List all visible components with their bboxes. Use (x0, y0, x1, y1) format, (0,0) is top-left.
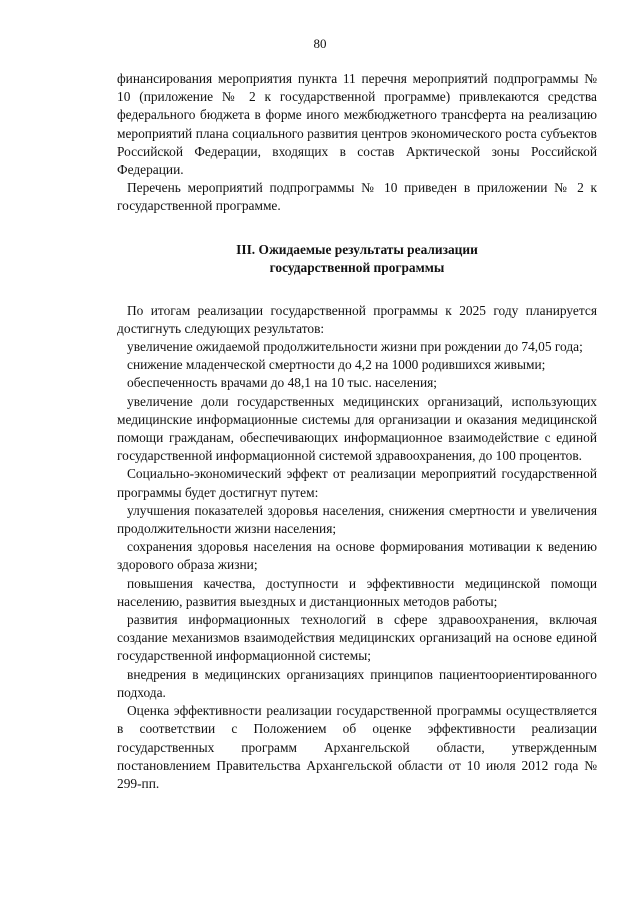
paragraph-it-development: развития информационных технологий в сфере здравоохранения, включая создание механизмов взаимодействия медицинских организаций на основе единой государственной информационной системы; (117, 612, 597, 664)
document-body (117, 70, 597, 793)
paragraph-activities-list: Перечень мероприятий подпрограммы № 10 приведен в приложении № 2 к государственной программе. (117, 180, 597, 214)
paragraph-efficiency-evaluation: Оценка эффективности реализации государственной программы осуществляется в соответствии с Положением об оценке эффективности реализации государственных программ Архангельской области, утвержденным постановлением Правительства Архангельской области от 10 июля 2012 года № 299-пп. (117, 703, 597, 791)
page-number: 80 (313, 36, 327, 51)
section-heading (117, 241, 597, 278)
paragraph-patient-oriented: внедрения в медицинских организациях принципов пациентоориентированного подхода. (117, 666, 597, 700)
section-heading-line1: III. Ожидаемые результаты реализации (236, 241, 478, 257)
paragraph-infant-mortality: снижение младенческой смертности до 4,2 на 1000 родившихся живыми; (127, 357, 546, 373)
paragraph-socioeconomic-effect: Социально-экономический эффект от реализации мероприятий государственной программы будет достигнут путем: (117, 466, 597, 500)
paragraph-funding: финансирования мероприятия пункта 11 перечня мероприятий подпрограммы № 10 (приложение № 2 к государственной программе) привлекаются средства федерального бюджета в форме иного межбюджетного трансферта на реализацию мероприятий плана социального развития центров экономического роста субъектов Российской Федерации, входящих в состав Арктической зоны Российской Федерации. (117, 71, 597, 178)
paragraph-information-systems: увеличение доли государственных медицинских организаций, использующих медицинские информационные системы для организации и оказания медицинской помощи гражданам, обеспечивающих информационное взаимодействие с единой государственной информационной системой здравоохранения, до 100 процентов. (117, 393, 597, 464)
paragraph-health-indicators: улучшения показателей здоровья населения, снижения смертности и увеличения продолжительности жизни населения; (117, 502, 597, 537)
paragraph-life-expectancy: увеличение ожидаемой продолжительности жизни при рождении до 74,05 года; (127, 339, 583, 355)
paragraph-care-quality: повышения качества, доступности и эффективности медицинской помощи населению, развития выездных и дистанционных методов работы; (117, 575, 597, 609)
paragraph-results-intro: По итогам реализации государственной программы к 2025 году планируется достигнуть следующих результатов: (117, 302, 597, 336)
section-heading-line2: государственной программы (269, 260, 445, 276)
paragraph-doctors-supply: обеспеченность врачами до 48,1 на 10 тыс. населения; (127, 375, 438, 391)
paragraph-healthy-lifestyle: сохранения здоровья населения на основе формирования мотивации к ведению здорового образа жизни; (117, 539, 597, 573)
